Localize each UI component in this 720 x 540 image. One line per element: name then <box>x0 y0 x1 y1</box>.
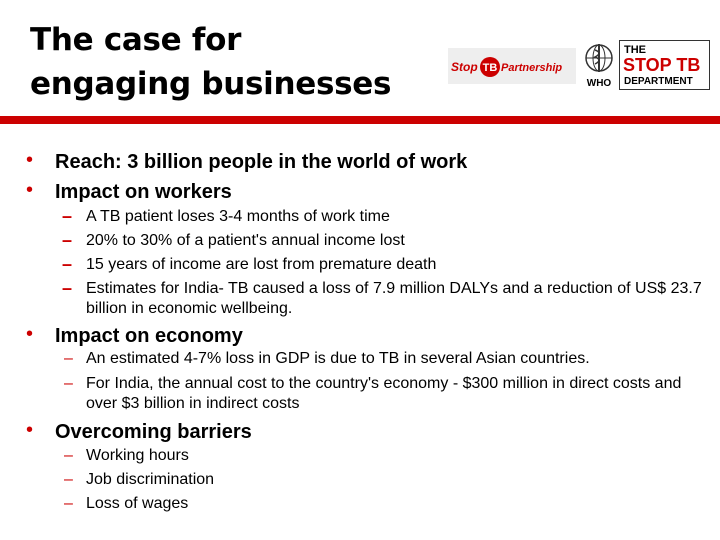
dash-icon: – <box>62 230 73 250</box>
list-item: Estimates for India- TB caused a loss of 7.9 million DALYs and a reduction of US$ 23.7 billion in economic wellbeing. <box>86 280 702 317</box>
title-line-2: engaging businesses <box>30 66 392 102</box>
list-item: A TB patient loses 3-4 months of work time <box>86 208 390 225</box>
stoptb-suffix: Partnership <box>501 62 563 74</box>
bullet-icon: • <box>26 179 34 201</box>
dash-icon: – <box>64 471 73 488</box>
dept-line-1: THE <box>624 44 646 56</box>
who-logo <box>578 40 620 92</box>
dept-line-2: STOP TB <box>623 55 701 75</box>
dash-icon: – <box>64 447 73 464</box>
section-reach: Reach: 3 billion people in the world of work <box>55 151 468 173</box>
dept-line-3: DEPARTMENT <box>624 76 693 87</box>
dash-icon: – <box>64 495 73 512</box>
list-item: Job discrimination <box>86 471 215 488</box>
bullet-icon: • <box>26 419 34 441</box>
list-item: Loss of wages <box>86 495 189 512</box>
section-impact-workers: Impact on workers <box>55 181 232 203</box>
title-line-1: The case for <box>30 22 242 58</box>
dash-icon: – <box>64 350 73 367</box>
dash-icon: – <box>62 254 73 274</box>
list-item: An estimated 4-7% loss in GDP is due to TB in several Asian countries. <box>86 350 590 367</box>
section-overcoming-barriers: Overcoming barriers <box>55 421 252 443</box>
list-item: 20% to 30% of a patient's annual income lost <box>86 232 405 249</box>
stoptb-prefix: Stop <box>451 60 478 74</box>
list-item: 15 years of income are lost from premature death <box>86 256 437 273</box>
bullet-icon: • <box>26 149 34 171</box>
stop-tb-partnership-logo <box>448 48 576 84</box>
title-divider <box>0 116 720 124</box>
bullet-icon: • <box>26 323 34 345</box>
dash-icon: – <box>62 206 73 226</box>
section-impact-economy: Impact on economy <box>55 325 243 347</box>
who-label: WHO <box>586 78 612 89</box>
stoptb-mark: TB <box>482 62 498 74</box>
dash-icon: – <box>62 278 73 298</box>
stop-tb-department-logo <box>619 40 710 90</box>
list-item: Working hours <box>86 447 189 464</box>
list-item: For India, the annual cost to the country's economy - $300 million in direct costs and over $3 billion in indirect costs <box>86 375 682 412</box>
dash-icon: – <box>64 375 73 392</box>
slide-title <box>30 18 430 106</box>
